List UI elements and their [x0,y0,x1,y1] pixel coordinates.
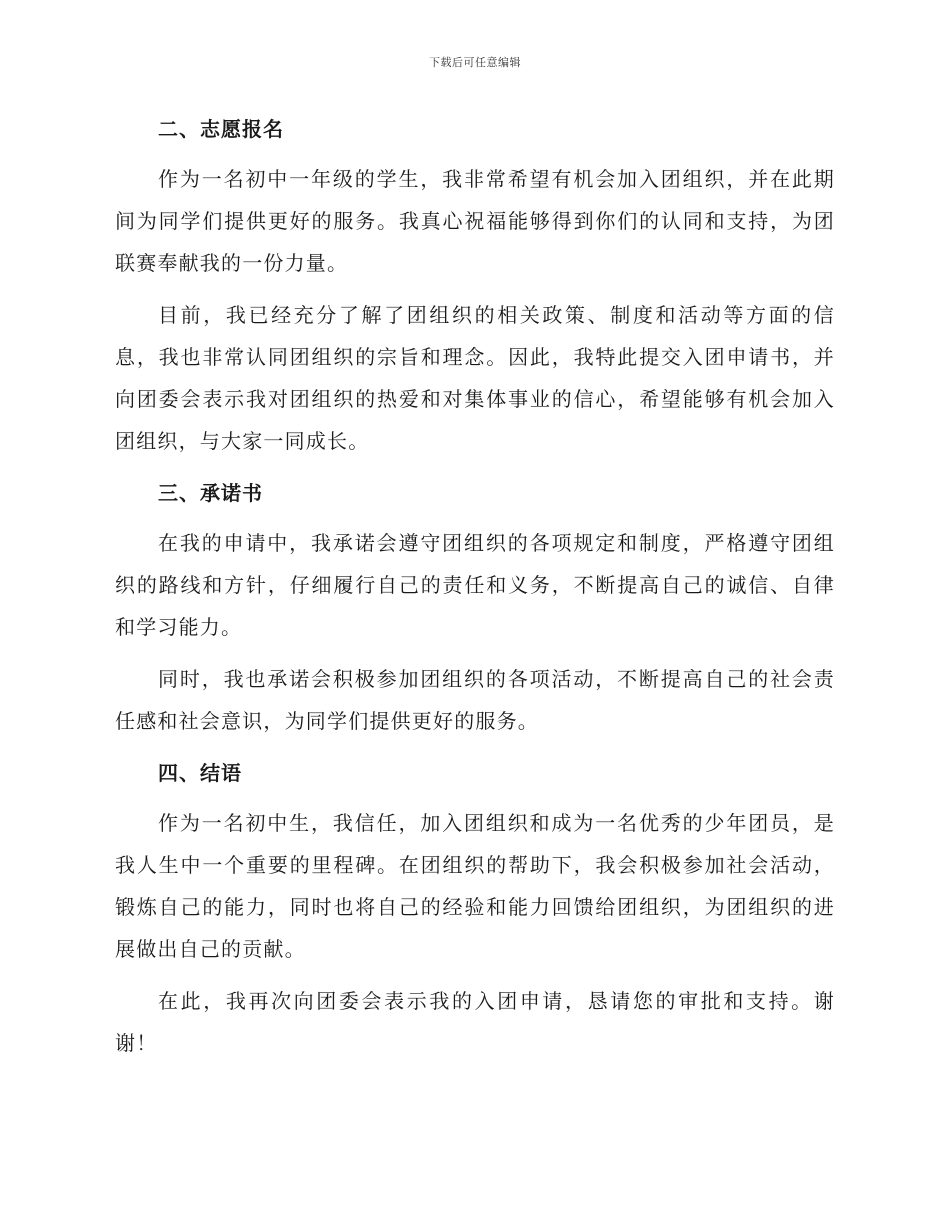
paragraph: 目前，我已经充分了解了团组织的相关政策、制度和活动等方面的信息，我也非常认同团组织的宗旨和理念。因此，我特此提交入团申请书，并向团委会表示我对团组织的热爱和对集体事业的信心，希望能够有机会加入团组织，与大家一同成长。 [115,303,835,453]
document-body [115,108,835,1064]
paragraph: 作为一名初中生，我信任，加入团组织和成为一名优秀的少年团员，是我人生中一个重要的里程碑。在团组织的帮助下，我会积极参加社会活动，锻炼自己的能力，同时也将自己的经验和能力回馈给团组织，为团组织的进展做出自己的贡献。 [115,811,835,961]
paragraph: 作为一名初中一年级的学生，我非常希望有机会加入团组织，并在此期间为同学们提供更好的服务。我真心祝福能够得到你们的认同和支持，为团联赛奉献我的一份力量。 [115,167,835,275]
paragraph: 在此，我再次向团委会表示我的入团申请，恳请您的审批和支持。谢谢！ [115,989,835,1055]
section-heading-conclusion: 四、结语 [158,761,242,785]
paragraph: 同时，我也承诺会积极参加团组织的各项活动，不断提高自己的社会责任感和社会意识，为同学们提供更好的服务。 [115,667,835,733]
section-heading-volunteer-signup: 二、志愿报名 [158,117,284,141]
paragraph: 在我的申请中，我承诺会遵守团组织的各项规定和制度，严格遵守团组织的路线和方针，仔细履行自己的责任和义务，不断提高自己的诚信、自律和学习能力。 [115,531,835,639]
page-header-note: 下载后可任意编辑 [429,56,521,69]
section-heading-pledge: 三、承诺书 [158,481,263,505]
